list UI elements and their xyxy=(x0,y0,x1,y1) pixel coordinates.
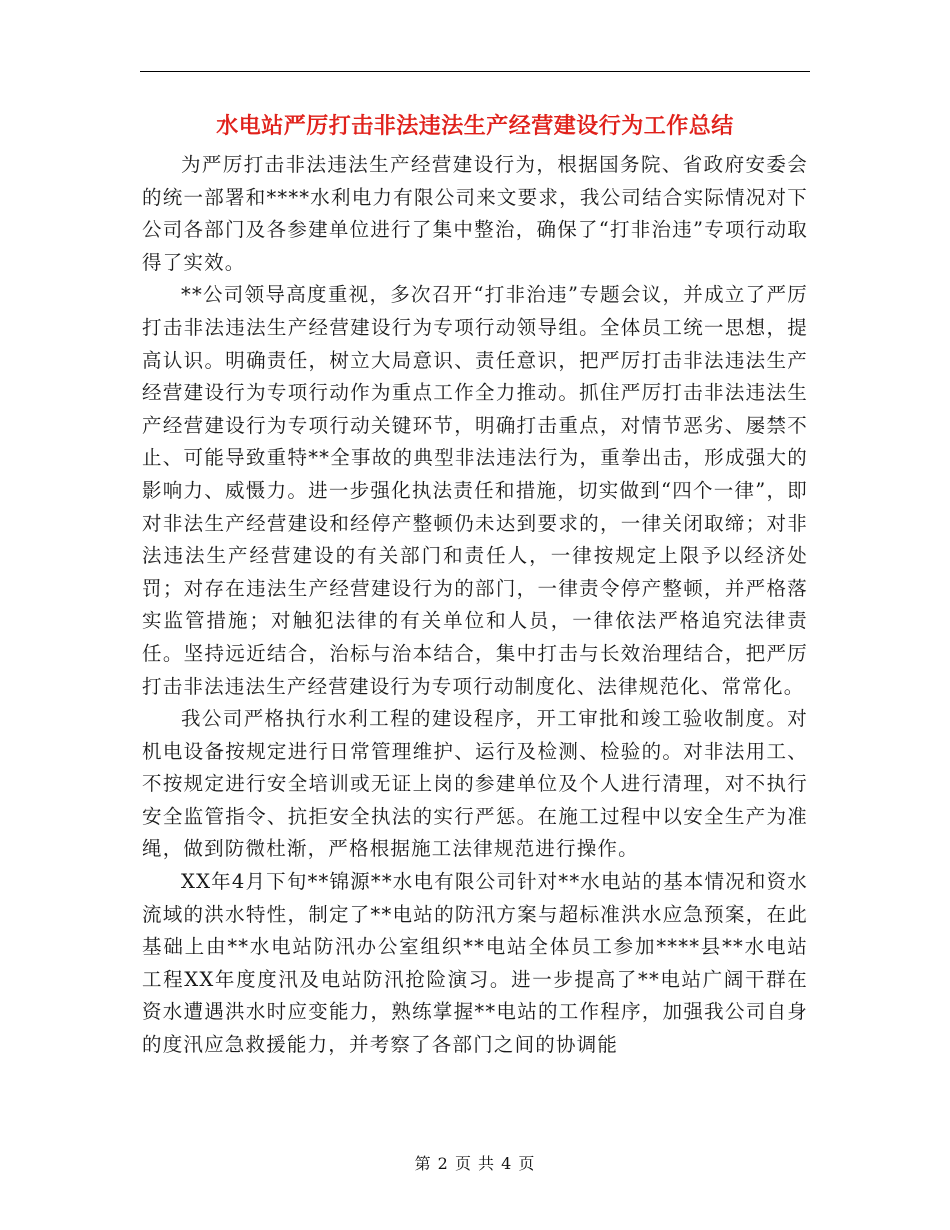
paragraph-flood-drill: XX年4月下旬**锦源**水电有限公司针对**水电站的基本情况和资水流域的洪水特性，制定了**电站的防汛方案与超标准洪水应急预案，在此基础上由**水电站防汛办公室组织**电站全体员工参加****县**水电站工程XX年度度汛及电站防汛抢险演习。进一步提高了**电站广阔干群在资水遭遇洪水时应变能力，熟练掌握**电站的工作程序，加强我公司自身的度汛应急救援能力，并考察了各部门之间的协调能 xyxy=(142,870,808,1057)
page-number: 第 2 页 共 4 页 xyxy=(414,1154,536,1173)
document-title: 水电站严厉打击非法违法生产经营建设行为工作总结 xyxy=(216,114,734,139)
paragraph-leadership: **公司领导高度重视，多次召开“打非治违”专题会议，并成立了严厉打击非法违法生产经营建设行为专项行动领导组。全体员工统一思想，提高认识。明确责任，树立大局意识、责任意识，把严厉打击非法违法生产经营建设行为专项行动作为重点工作全力推动。抓住严厉打击非法违法生产经营建设行为专项行动关键环节，明确打击重点，对情节恶劣、屡禁不止、可能导致重特**全事故的典型非法违法行为，重拳出击，形成强大的影响力、威慑力。进一步强化执法责任和措施，切实做到“四个一律”，即对非法生产经营建设和经停产整顿仍未达到要求的，一律关闭取缔；对非法违法生产经营建设的有关部门和责任人，一律按规定上限予以经济处罚；对存在违法生产经营建设行为的部门，一律责令停产整顿，并严格落实监管措施；对触犯法律的有关单位和人员，一律依法严格追究法律责任。坚持远近结合，治标与治本结合，集中打击与长效治理结合，把严厉打击非法违法生产经营建设行为专项行动制度化、法律规范化、常常化。 xyxy=(142,283,808,698)
header-rule xyxy=(140,71,810,72)
paragraph-intro: 为严厉打击非法违法生产经营建设行为，根据国务院、省政府安委会的统一部署和****水利电力有限公司来文要求，我公司结合实际情况对下公司各部门及各参建单位进行了集中整治，确保了“打非治违”专项行动取得了实效。 xyxy=(142,153,808,274)
document-body xyxy=(142,149,808,1062)
paragraph-construction: 我公司严格执行水利工程的建设程序，开工审批和竣工验收制度。对机电设备按规定进行日常管理维护、运行及检测、检验的。对非法用工、不按规定进行安全培训或无证上岗的参建单位及个人进行清理，对不执行安全监管指令、抗拒安全执法的实行严惩。在施工过程中以安全生产为准绳，做到防微杜渐，严格根据施工法律规范进行操作。 xyxy=(142,707,808,861)
